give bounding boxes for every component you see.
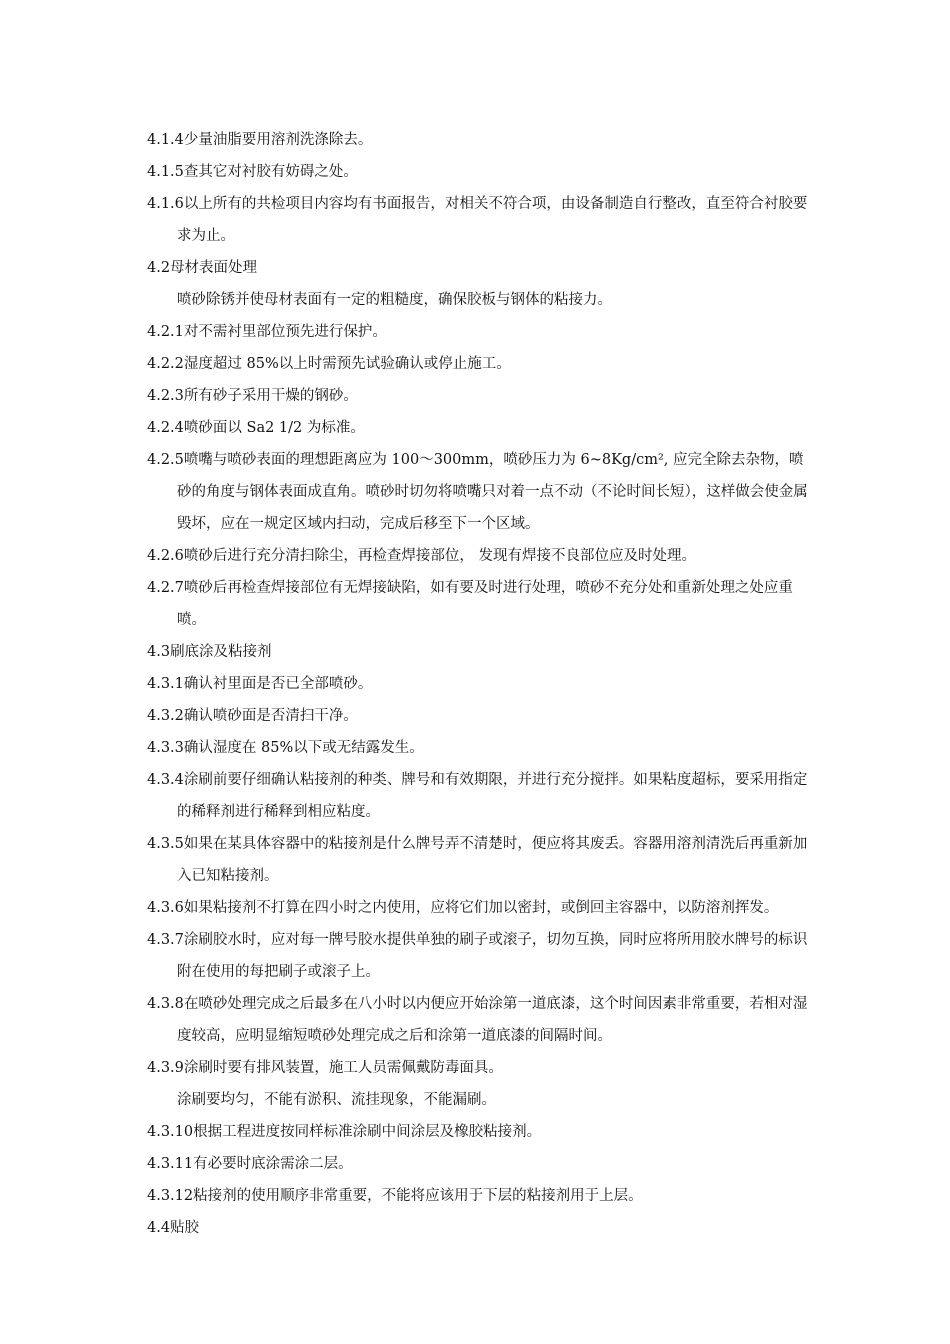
paragraph-4-3-12	[147, 1180, 809, 1212]
paragraph-4-3-9	[147, 1052, 809, 1084]
section-number: 4.4	[147, 1220, 171, 1236]
paragraph-4-3-9-note	[147, 1084, 809, 1116]
section-number: 4.3	[147, 644, 171, 660]
paragraph-4-3-6	[147, 892, 809, 924]
paragraph-4-3-1	[147, 668, 809, 700]
section-number: 4.2.3	[147, 388, 184, 404]
heading-text: 贴胶	[170, 1220, 200, 1236]
section-number: 4.3.3	[147, 740, 184, 756]
paragraph-text: 根据工程进度按同样标准涂刷中间涂层及橡胶粘接剂。	[193, 1124, 542, 1140]
paragraph-text: 喷砂除锈并使母材表面有一定的粗糙度，确保胶板与钢体的粘接力。	[177, 292, 612, 308]
paragraph-4-2-2	[147, 348, 809, 380]
heading-text: 母材表面处理	[170, 260, 258, 276]
section-number: 4.3.1	[147, 676, 184, 692]
paragraph-4-3-11	[147, 1148, 809, 1180]
section-number: 4.3.6	[147, 900, 184, 916]
section-number: 4.2.5	[147, 452, 184, 468]
paragraph-text: 喷嘴与喷砂表面的理想距离应为 100～300mm，喷砂压力为 6~8Kg/cm², 应完全除去杂物，喷砂的角度与钢体表面成直角。喷砂时切勿将喷嘴只对着一点不动（不论时间长短），这样做会使金属毁坏，应在一规定区域内扫动，完成后移至下一个区域。	[177, 452, 808, 532]
paragraph-text: 涂刷时要有排风装置，施工人员需佩戴防毒面具。	[183, 1060, 503, 1076]
paragraph-text: 喷砂后进行充分清扫除尘，再检查焊接部位， 发现有焊接不良部位应及时处理。	[183, 548, 697, 564]
section-number: 4.2.2	[147, 356, 184, 372]
paragraph-4-3-7	[147, 924, 809, 988]
paragraph-text: 涂刷胶水时，应对每一牌号胶水提供单独的刷子或滚子，切勿互换，同时应将所用胶水牌号的标识附在使用的每把刷子或滚子上。	[177, 932, 808, 980]
paragraph-4-2-3	[147, 380, 809, 412]
paragraph-4-3-3	[147, 732, 809, 764]
section-number: 4.3.5	[147, 836, 184, 852]
paragraph-text: 对不需衬里部位预先进行保护。	[183, 324, 387, 340]
paragraph-text: 湿度超过 85%以上时需预先试验确认或停止施工。	[183, 356, 511, 372]
paragraph-4-1-4	[147, 124, 809, 156]
paragraph-4-3-4	[147, 764, 809, 828]
paragraph-text: 确认衬里面是否已全部喷砂。	[183, 676, 373, 692]
paragraph-4-2-5	[147, 444, 809, 540]
section-number: 4.2.7	[147, 580, 184, 596]
section-number: 4.2	[147, 260, 171, 276]
paragraph-4-3-8	[147, 988, 809, 1052]
section-number: 4.3.8	[147, 996, 184, 1012]
paragraph-text: 如果在某具体容器中的粘接剂是什么牌号弄不清楚时，便应将其废丢。容器用溶剂清洗后再重新加入已知粘接剂。	[177, 836, 808, 884]
paragraph-text: 查其它对衬胶有妨碍之处。	[183, 164, 358, 180]
heading-text: 刷底涂及粘接剂	[170, 644, 272, 660]
paragraph-text: 喷砂后再检查焊接部位有无焊接缺陷，如有要及时进行处理，喷砂不充分处和重新处理之处应重喷。	[177, 580, 793, 628]
heading-4-4	[147, 1212, 809, 1244]
section-number: 4.3.2	[147, 708, 184, 724]
paragraph-text: 涂刷前要仔细确认粘接剂的种类、牌号和有效期限，并进行充分搅拌。如果粘度超标，要采用指定的稀释剂进行稀释到相应粘度。	[177, 772, 808, 820]
section-number: 4.2.6	[147, 548, 184, 564]
heading-4-3	[147, 636, 809, 668]
section-number: 4.3.4	[147, 772, 184, 788]
section-number: 4.1.6	[147, 196, 184, 212]
paragraph-text: 少量油脂要用溶剂洗涤除去。	[183, 132, 373, 148]
paragraph-text: 涂刷要均匀，不能有淤积、流挂现象，不能漏刷。	[177, 1092, 496, 1108]
paragraph-4-2-7	[147, 572, 809, 636]
section-number: 4.3.7	[147, 932, 184, 948]
paragraph-4-3-2	[147, 700, 809, 732]
paragraph-text: 粘接剂的使用顺序非常重要，不能将应该用于下层的粘接剂用于上层。	[193, 1188, 643, 1204]
paragraph-4-2-4	[147, 412, 809, 444]
heading-4-2	[147, 252, 809, 284]
paragraph-text: 确认湿度在 85%以下或无结露发生。	[183, 740, 424, 756]
paragraph-4-2-6	[147, 540, 809, 572]
paragraph-4-1-6	[147, 188, 809, 252]
section-number: 4.3.10	[147, 1124, 194, 1140]
section-number: 4.3.11	[147, 1156, 194, 1172]
paragraph-text: 喷砂面以 Sa2 1/2 为标准。	[183, 420, 365, 436]
section-number: 4.2.1	[147, 324, 184, 340]
section-number: 4.1.4	[147, 132, 184, 148]
section-number: 4.3.12	[147, 1188, 194, 1204]
paragraph-4-2-intro	[147, 284, 809, 316]
paragraph-4-1-5	[147, 156, 809, 188]
paragraph-4-2-1	[147, 316, 809, 348]
paragraph-text: 有必要时底涂需涂二层。	[193, 1156, 353, 1172]
document-body	[147, 124, 809, 1244]
section-number: 4.1.5	[147, 164, 184, 180]
paragraph-text: 所有砂子采用干燥的钢砂。	[183, 388, 358, 404]
paragraph-text: 在喷砂处理完成之后最多在八小时以内便应开始涂第一道底漆，这个时间因素非常重要，若相对湿度较高，应明显缩短喷砂处理完成之后和涂第一道底漆的间隔时间。	[177, 996, 808, 1044]
paragraph-4-3-5	[147, 828, 809, 892]
paragraph-text: 如果粘接剂不打算在四小时之内使用，应将它们加以密封，或倒回主容器中，以防溶剂挥发。	[183, 900, 779, 916]
section-number: 4.3.9	[147, 1060, 184, 1076]
paragraph-text: 确认喷砂面是否清扫干净。	[183, 708, 358, 724]
paragraph-text: 以上所有的共检项目内容均有书面报告，对相关不符合项，由设备制造自行整改，直至符合衬胶要求为止。	[177, 196, 808, 244]
section-number: 4.2.4	[147, 420, 184, 436]
paragraph-4-3-10	[147, 1116, 809, 1148]
